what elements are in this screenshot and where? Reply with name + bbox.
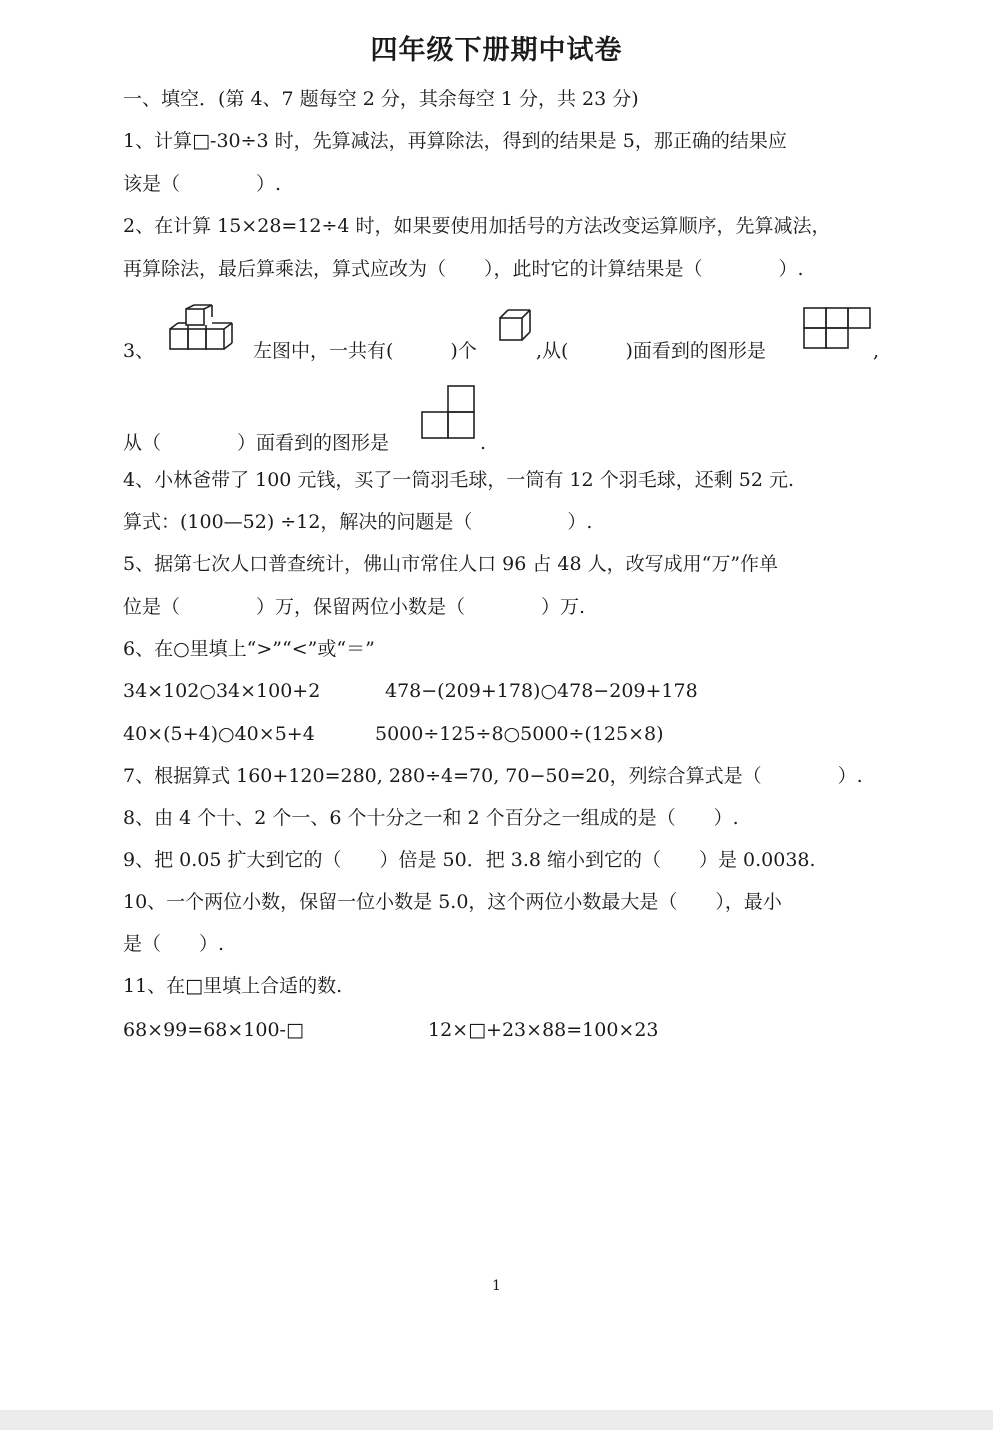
q6-expr-a: 34×102○34×100+2	[123, 680, 321, 702]
q1-line-1: 1、计算□-30÷3 时，先算减法，再算除法，得到的结果是 5，那正确的结果应	[123, 130, 787, 152]
q3-line-2: 从（ ）面看到的图形是	[123, 432, 390, 454]
view-shape-1-figure	[802, 306, 872, 350]
q3-text-count: 左图中，一共有( )个	[253, 340, 477, 362]
q11-line-1: 11、在□里填上合适的数.	[123, 975, 343, 997]
q4-line-2: 算式：(100—52) ÷12，解决的问题是（ ）.	[123, 511, 593, 533]
unit-cube-icon	[498, 308, 534, 344]
q11-expr-a: 68×99=68×100-□	[123, 1019, 304, 1041]
page-number: 1	[492, 1278, 501, 1294]
q11-expr-b: 12×□+23×88=100×23	[428, 1019, 659, 1041]
page-title: 四年级下册期中试卷	[370, 35, 623, 66]
q6-expr-b: 478−(209+178)○478−209+178	[385, 680, 698, 702]
q6-line-1: 6、在○里填上“>”“<”或“＝”	[123, 638, 375, 660]
q4-line-1: 4、小林爸带了 100 元钱，买了一筒羽毛球，一筒有 12 个羽毛球，还剩 52 元.	[123, 469, 794, 491]
q1-line-2: 该是（ ）.	[123, 173, 282, 195]
q9-line: 9、把 0.05 扩大到它的（ ）倍是 50．把 3.8 缩小到它的（ ）是 0.0038.	[123, 849, 816, 871]
q2-line-1: 2、在计算 15×28=12÷4 时，如果要使用加括号的方法改变运算顺序，先算减法，	[123, 215, 831, 237]
q5-line-2: 位是（ ）万，保留两位小数是（ ）万.	[123, 596, 586, 618]
q2-line-2: 再算除法，最后算乘法，算式应改为（ ），此时它的计算结果是（ ）.	[123, 258, 804, 280]
q3-number: 3、	[123, 340, 155, 362]
q6-expr-c: 40×(5+4)○40×5+4	[123, 723, 315, 745]
q3-text-view: ,从( )面看到的图形是	[536, 340, 766, 362]
cube-stack-figure	[166, 305, 242, 353]
q6-expr-d: 5000÷125÷8○5000÷(125×8)	[375, 723, 664, 745]
q8-line: 8、由 4 个十、2 个一、6 个十分之一和 2 个百分之一组成的是（ ）.	[123, 807, 739, 829]
q7-line: 7、根据算式 160+120=280, 280÷4=70, 70−50=20，列综合算式是（ ）.	[123, 765, 863, 787]
section-1-heading: 一、填空．(第 4、7 题每空 2 分，其余每空 1 分，共 23 分)	[123, 88, 639, 110]
view-shape-2-figure	[420, 384, 478, 442]
q5-line-1: 5、据第七次人口普查统计，佛山市常住人口 96 占 48 人，改写成用“万”作单	[123, 553, 779, 575]
q3-comma: ,	[873, 340, 880, 362]
q10-line-1: 10、一个两位小数，保留一位小数是 5.0，这个两位小数最大是（ ），最小	[123, 891, 782, 913]
q3-line-2-end: .	[480, 432, 487, 454]
q10-line-2: 是（ ）.	[123, 933, 225, 955]
bottom-scroll-bar	[0, 1410, 993, 1430]
